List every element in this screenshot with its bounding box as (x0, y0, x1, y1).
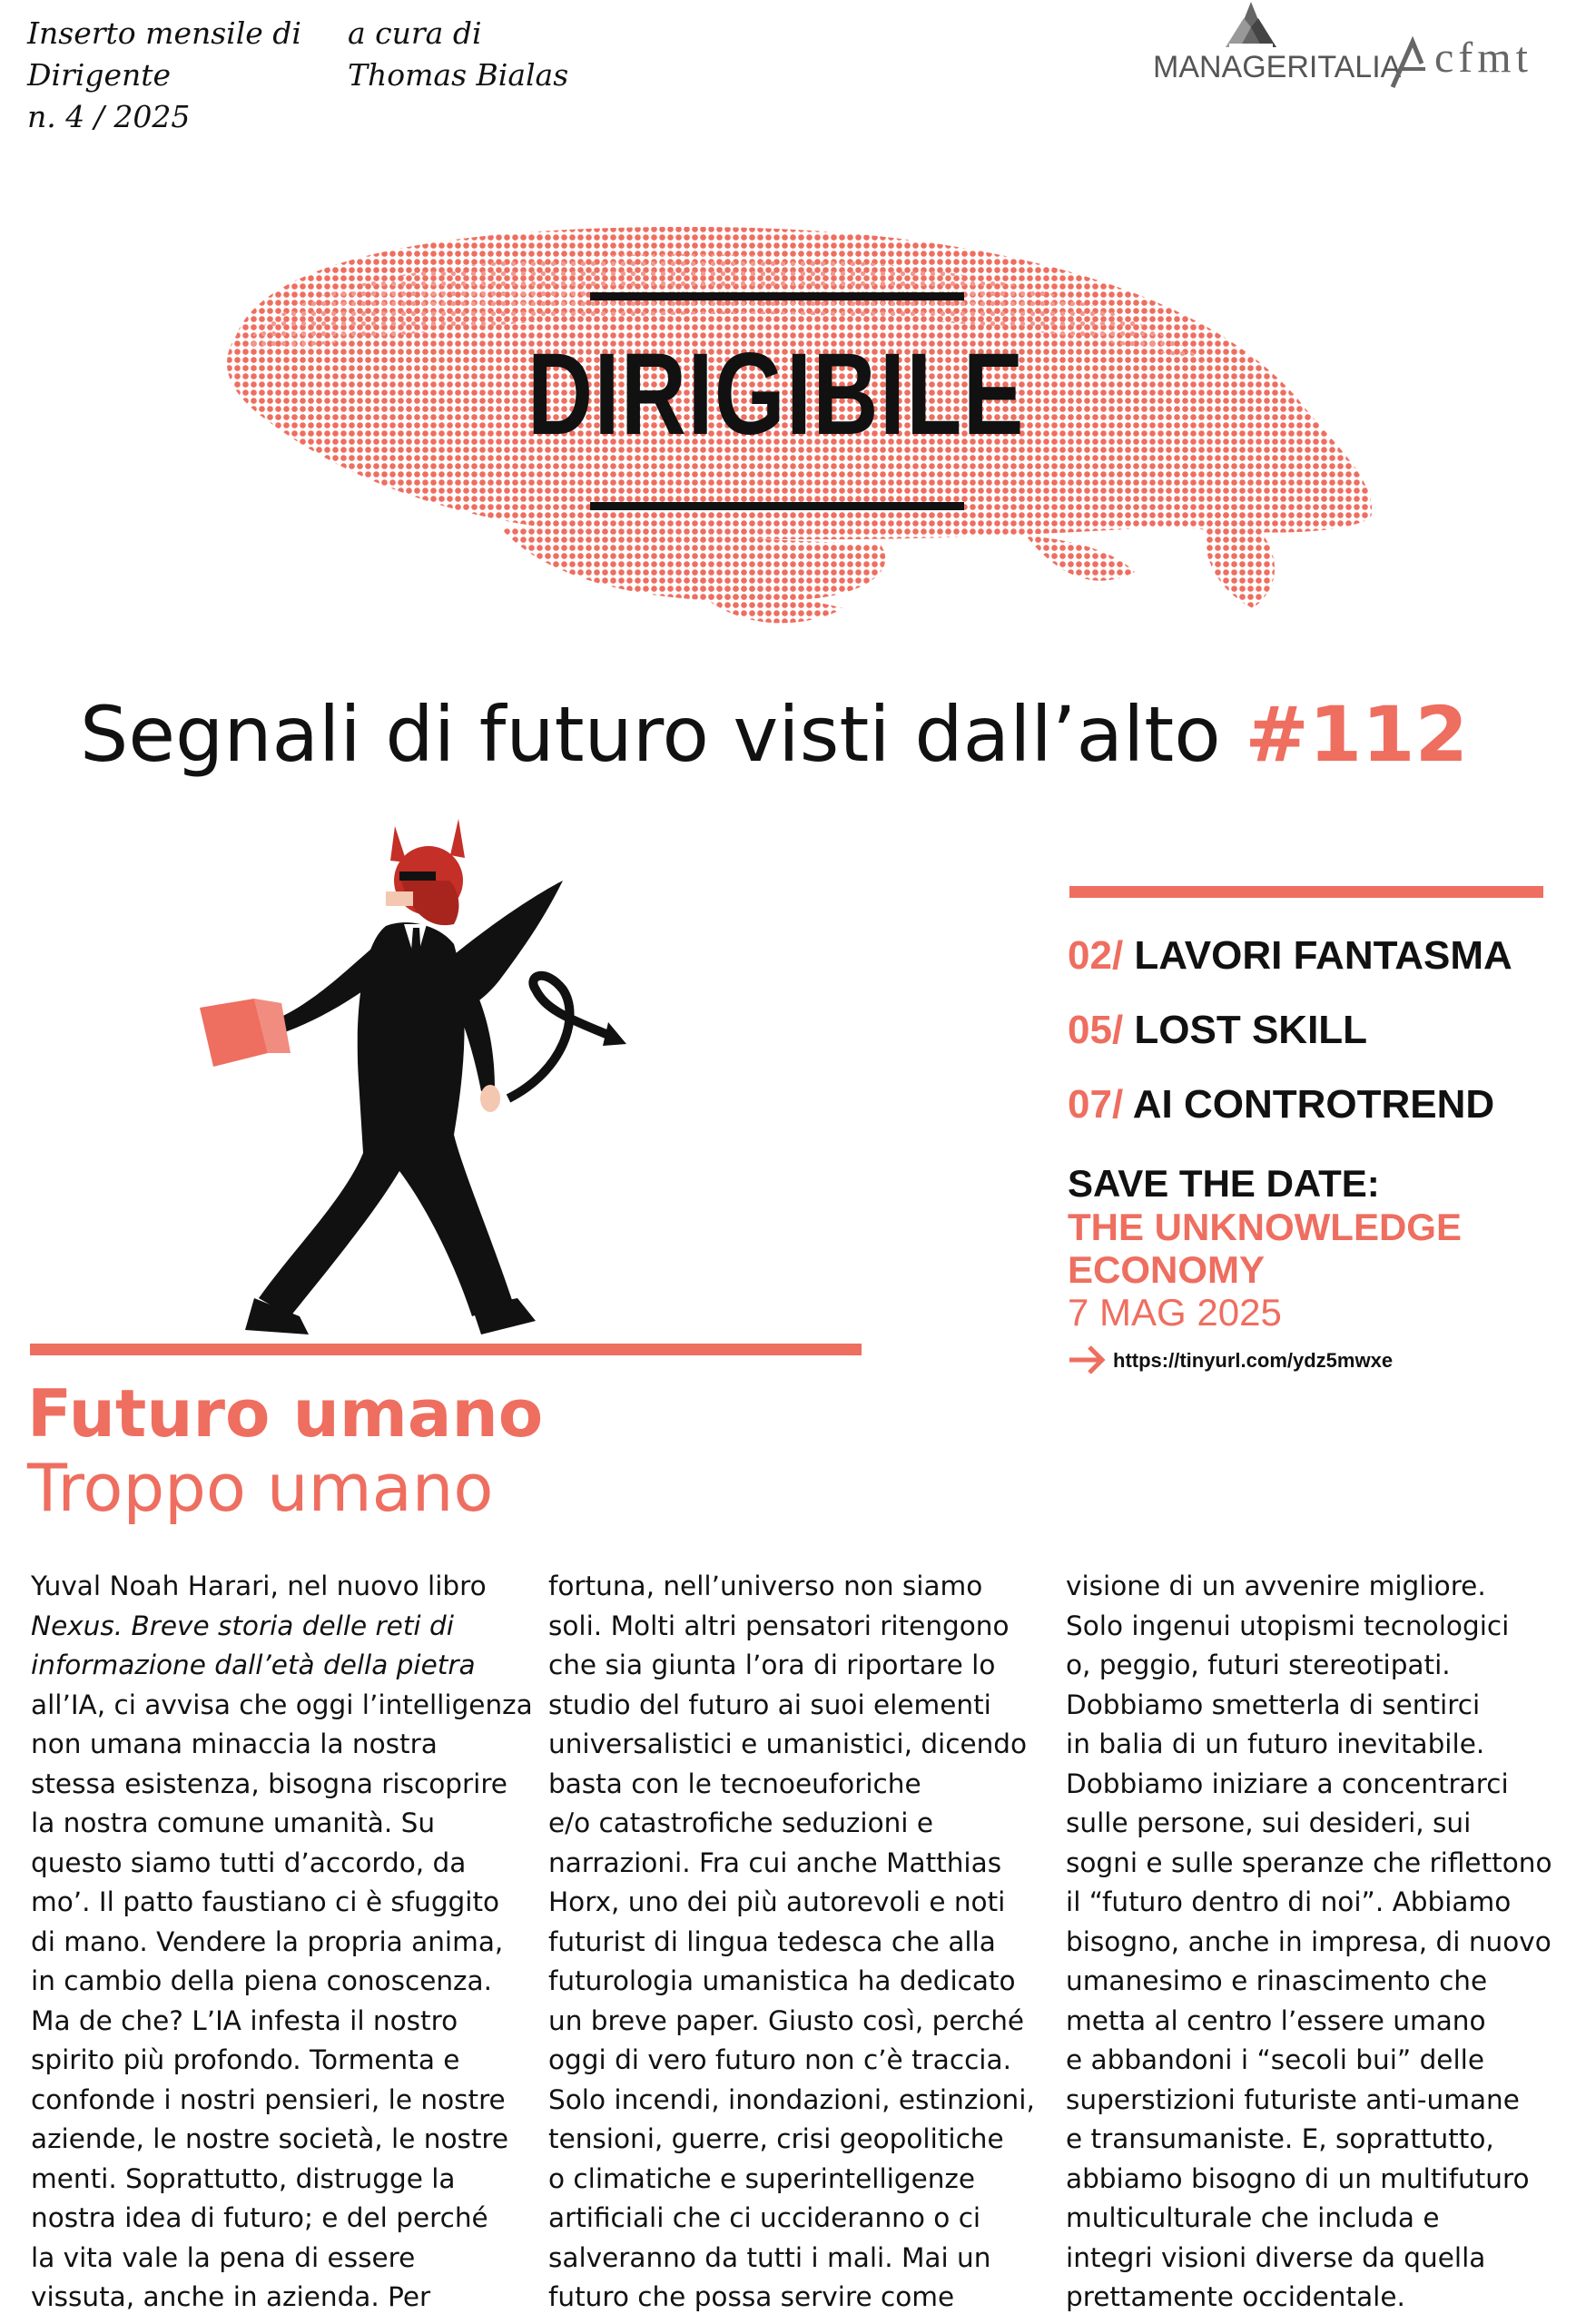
article-subtitle: Troppo umano (27, 1450, 494, 1526)
text-line: questo siamo tutti d’accordo, da (31, 1846, 467, 1878)
text-line: il “futuro dentro di noi”. Abbiamo (1066, 1886, 1512, 1917)
text-line: o climatiche e superintelligenze (548, 2162, 976, 2194)
text-line: mo’. Il patto faustiano ci è sfuggito (31, 1886, 500, 1917)
text-line: bisogno, anche in impresa, di nuovo (1066, 1925, 1552, 1957)
text-line: in balia di un futuro inevitabile. (1066, 1728, 1485, 1759)
insert-line-2: Dirigente (27, 57, 172, 93)
text-line: multiculturale che includa e (1066, 2202, 1440, 2233)
text-line: stessa esistenza, bisogna riscoprire (31, 1768, 507, 1799)
text-line: futuro che possa servire come (548, 2281, 955, 2312)
article-title: Futuro umano (27, 1375, 544, 1452)
toc-item[interactable] (1068, 1082, 1494, 1128)
text-line: umanesimo e rinascimento che (1066, 1965, 1488, 1996)
toc-item-number: 05/ (1068, 1008, 1124, 1052)
text-line: spirito più profondo. Tormenta e (31, 2044, 460, 2075)
text-line: la nostra comune umanità. Su (31, 1807, 436, 1838)
text-line: abbiamo bisogno di un multifuturo (1066, 2162, 1530, 2194)
issue-number: #112 (1245, 690, 1469, 779)
text-line: Nexus. Breve storia delle reti di (31, 1610, 454, 1641)
text-line: all’IA, ci avvisa che oggi l’intelligenza (31, 1689, 533, 1720)
text-line: che sia giunta l’ora di riportare lo (548, 1649, 996, 1680)
article-rule (30, 1344, 862, 1355)
insert-line-3: n. 4 / 2025 (27, 99, 191, 134)
save-the-date-label: SAVE THE DATE: (1068, 1162, 1380, 1205)
toc-rule (1069, 886, 1543, 898)
curator-line-1: a cura di (348, 15, 482, 51)
text-line: futurist di lingua tedesca che alla (548, 1925, 996, 1957)
text-line: visione di un avvenire migliore. (1066, 1571, 1486, 1601)
text-line: e transumaniste. E, soprattutto, (1066, 2123, 1494, 2154)
text-line: Horx, uno dei più autorevoli e noti (548, 1886, 1006, 1917)
text-line: informazione dall’età della pietra (31, 1649, 476, 1680)
text-line: nostra idea di futuro; e del perché (31, 2202, 488, 2233)
text-line: Yuval Noah Harari, nel nuovo libro (31, 1571, 487, 1601)
text-line: Solo incendi, inondazioni, estinzioni, (548, 2083, 1035, 2115)
text-line: narrazioni. Fra cui anche Matthias (548, 1846, 1002, 1878)
text-line: soli. Molti altri pensatori ritengono (548, 1610, 1010, 1641)
text-line: oggi di vero futuro non c’è traccia. (548, 2044, 1011, 2075)
toc-item-number: 02/ (1068, 933, 1124, 978)
text-line: un breve paper. Giusto così, perché (548, 2004, 1025, 2036)
text-line: Ma de che? L’IA infesta il nostro (31, 2004, 458, 2036)
text-line: sulle persone, sui desideri, sui (1066, 1807, 1472, 1838)
toc-item-label: AI CONTROTREND (1132, 1082, 1495, 1127)
text-line: universalistici e umanistici, dicendo (548, 1728, 1028, 1759)
page-subtitle (80, 690, 1468, 779)
event-link-url[interactable]: https://tinyurl.com/ydz5mwxe (1113, 1349, 1394, 1372)
toc-item[interactable] (1068, 933, 1512, 979)
article-column-1 (31, 1567, 533, 2318)
title-rule-bottom (590, 502, 964, 510)
insert-line-1: Inserto mensile di (27, 15, 301, 51)
text-line: non umana minaccia la nostra (31, 1728, 438, 1759)
article-column-2 (548, 1567, 1039, 2318)
text-line: o, peggio, futuri stereotipati. (1066, 1649, 1451, 1680)
text-line: fortuna, nell’universo non siamo (548, 1571, 983, 1601)
text-line: metta al centro l’essere umano (1066, 2004, 1486, 2036)
masthead-title: DIRIGIBILE (527, 330, 1026, 459)
event-date: 7 MAG 2025 (1068, 1291, 1282, 1334)
text-line: e abbandoni i “secoli bui” delle (1066, 2044, 1484, 2075)
text-line: studio del futuro ai suoi elementi (548, 1689, 991, 1720)
text-line: confonde i nostri pensieri, le nostre (31, 2083, 506, 2115)
event-name-line-1: THE UNKNOWLEDGE (1068, 1206, 1462, 1248)
text-line: basta con le tecnoeuforiche (548, 1768, 921, 1799)
toc-item-label: LOST SKILL (1134, 1008, 1368, 1052)
curator-line-2: Thomas Bialas (348, 57, 569, 93)
toc-item-number: 07/ (1068, 1082, 1124, 1127)
text-line: futurologia umanistica ha dedicato (548, 1965, 1016, 1996)
article-column-3 (1066, 1567, 1556, 2318)
text-line: di mano. Vendere la propria anima, (31, 1925, 504, 1957)
event-name-line-2: ECONOMY (1068, 1248, 1266, 1291)
subtitle-text: Segnali di futuro visti dall’alto (80, 690, 1221, 779)
title-rule-top (590, 292, 964, 300)
text-line: in cambio della piena conoscenza. (31, 1965, 492, 1996)
text-line: aziende, le nostre società, le nostre (31, 2123, 509, 2154)
insert-info (27, 13, 301, 138)
text-line: Dobbiamo iniziare a concentrarci (1066, 1768, 1509, 1799)
toc-item-label: LAVORI FANTASMA (1134, 933, 1512, 978)
text-line: e/o catastrofiche seduzioni e (548, 1807, 934, 1838)
curator-info (348, 13, 568, 96)
text-line: la vita vale la pena di essere (31, 2241, 416, 2273)
text-line: menti. Soprattutto, distrugge la (31, 2162, 456, 2194)
text-line: sogni e sulle speranze che riflettono (1066, 1846, 1552, 1878)
save-the-date (1068, 1162, 1462, 1334)
text-line: tensioni, guerre, crisi geopolitiche (548, 2123, 1004, 2154)
text-line: Solo ingenui utopismi tecnologici (1066, 1610, 1510, 1641)
devil-businessman-icon (182, 808, 672, 1344)
manageritalia-logo (1153, 0, 1402, 86)
text-line: Dobbiamo smetterla di sentirci (1066, 1689, 1481, 1720)
cfmt-wordmark: cfmt (1434, 34, 1532, 82)
text-line: artificiali che ci uccideranno o ci (548, 2202, 981, 2233)
toc-item[interactable] (1068, 1008, 1367, 1053)
manageritalia-wordmark: MANAGERITALIA (1153, 50, 1402, 84)
arrow-right-icon (1068, 1344, 1108, 1376)
text-line: superstizioni futuriste anti-umane (1066, 2083, 1520, 2115)
text-line: integri visioni diverse da quella (1066, 2241, 1486, 2273)
text-line: salveranno da tutti i mali. Mai un (548, 2241, 991, 2273)
text-line: vissuta, anche in azienda. Per (31, 2281, 431, 2312)
text-line: prettamente occidentale. (1066, 2281, 1405, 2312)
